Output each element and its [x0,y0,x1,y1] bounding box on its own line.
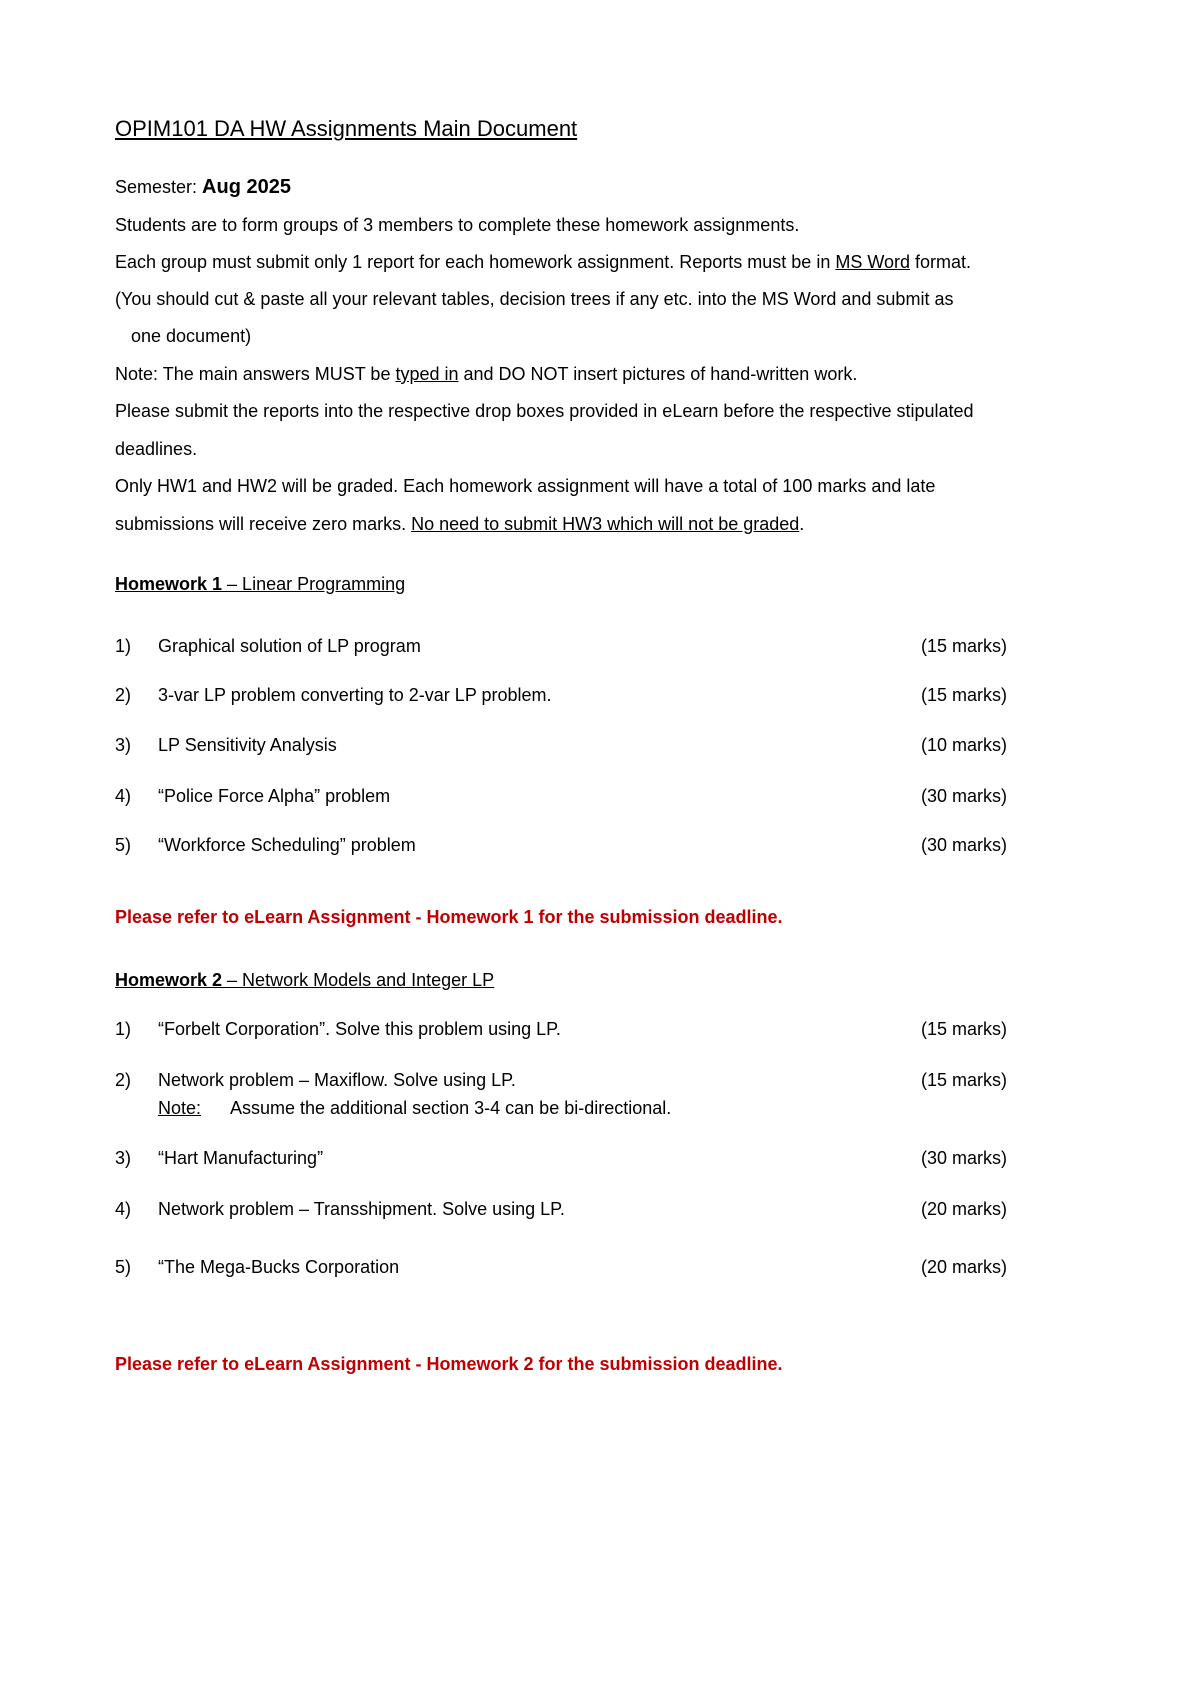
intro-line-1: Students are to form groups of 3 members to complete these homework assignments. [115,215,800,235]
intro-line-5-post: and DO NOT insert pictures of hand-written work. [458,364,858,384]
semester-line [115,176,291,199]
intro-line-7: deadlines. [115,439,198,459]
hw2-heading [115,970,494,991]
hw2-item-text: “The Mega-Bucks Corporation [158,1257,400,1277]
hw2-heading-rest: – Network Models and Integer LP [222,970,495,990]
hw2-item-number: 5) [115,1257,132,1277]
intro-line-5 [115,364,857,385]
intro-line-5-pre: Note: The main answers MUST be [115,364,396,384]
intro-line-3: (You should cut & paste all your relevant tables, decision trees if any etc. into the MS Word and submit as [115,289,954,309]
hw1-item-marks: (30 marks) [921,835,1008,855]
semester-value: Aug 2025 [202,176,291,198]
hw2-heading-bold: Homework 2 [115,970,223,990]
hw2-deadline-notice: Please refer to eLearn Assignment - Homework 2 for the submission deadline. [115,1354,783,1374]
hw1-item-number: 4) [115,786,132,806]
hw2-item-text: “Hart Manufacturing” [158,1148,324,1168]
hw2-item-marks: (20 marks) [921,1199,1008,1219]
hw1-item-number: 1) [115,636,132,656]
intro-line-9-post: . [799,514,805,534]
intro-line-6: Please submit the reports into the respective drop boxes provided in eLearn before the respective stipulated [115,401,974,421]
hw2-item-marks: (15 marks) [921,1019,1008,1039]
hw1-item-text: 3-var LP problem converting to 2-var LP problem. [158,685,552,705]
hw2-item-number: 1) [115,1019,132,1039]
hw1-item-marks: (15 marks) [921,685,1008,705]
hw2-item-marks: (15 marks) [921,1070,1008,1090]
intro-line-9 [115,514,804,535]
intro-line-9-pre: submissions will receive zero marks. [115,514,412,534]
hw2-item-marks: (30 marks) [921,1148,1008,1168]
intro-line-2-pre: Each group must submit only 1 report for each homework assignment. Reports must be in [115,252,836,272]
hw1-heading-bold: Homework 1 [115,574,223,594]
hw1-item-number: 3) [115,735,132,755]
hw2-item-number: 2) [115,1070,132,1090]
hw1-item-number: 2) [115,685,132,705]
hw2-item-text: “Forbelt Corporation”. Solve this problem using LP. [158,1019,561,1039]
semester-label: Semester: [115,177,203,197]
hw2-note-text: Assume the additional section 3-4 can be bi-directional. [230,1098,672,1118]
hw1-item-text: LP Sensitivity Analysis [158,735,337,755]
hw2-item-text: Network problem – Transshipment. Solve using LP. [158,1199,565,1219]
hw3-note-underlined: No need to submit HW3 which will not be graded [411,514,800,534]
hw1-item-text: “Police Force Alpha” problem [158,786,391,806]
hw1-item-text: Graphical solution of LP program [158,636,421,656]
hw2-item-number: 4) [115,1199,132,1219]
hw1-deadline-notice: Please refer to eLearn Assignment - Homework 1 for the submission deadline. [115,907,783,927]
intro-line-8: Only HW1 and HW2 will be graded. Each homework assignment will have a total of 100 marks and late [115,476,936,496]
hw1-item-number: 5) [115,835,132,855]
hw1-item-marks: (10 marks) [921,735,1008,755]
hw2-item-text: Network problem – Maxiflow. Solve using LP. [158,1070,516,1090]
typed-in-underlined: typed in [395,364,459,384]
hw1-item-marks: (15 marks) [921,636,1008,656]
intro-line-4: one document) [131,326,252,346]
document-title: OPIM101 DA HW Assignments Main Document [115,116,578,141]
ms-word-underlined: MS Word [835,252,911,272]
hw2-item-number: 3) [115,1148,132,1168]
hw1-item-text: “Workforce Scheduling” problem [158,835,416,855]
hw1-heading-rest: – Linear Programming [222,574,406,594]
hw2-note-label: Note: [158,1098,202,1118]
hw2-item-marks: (20 marks) [921,1257,1008,1277]
intro-line-2-post: format. [910,252,972,272]
hw1-item-marks: (30 marks) [921,786,1008,806]
intro-line-2 [115,252,971,273]
hw1-heading [115,574,405,595]
